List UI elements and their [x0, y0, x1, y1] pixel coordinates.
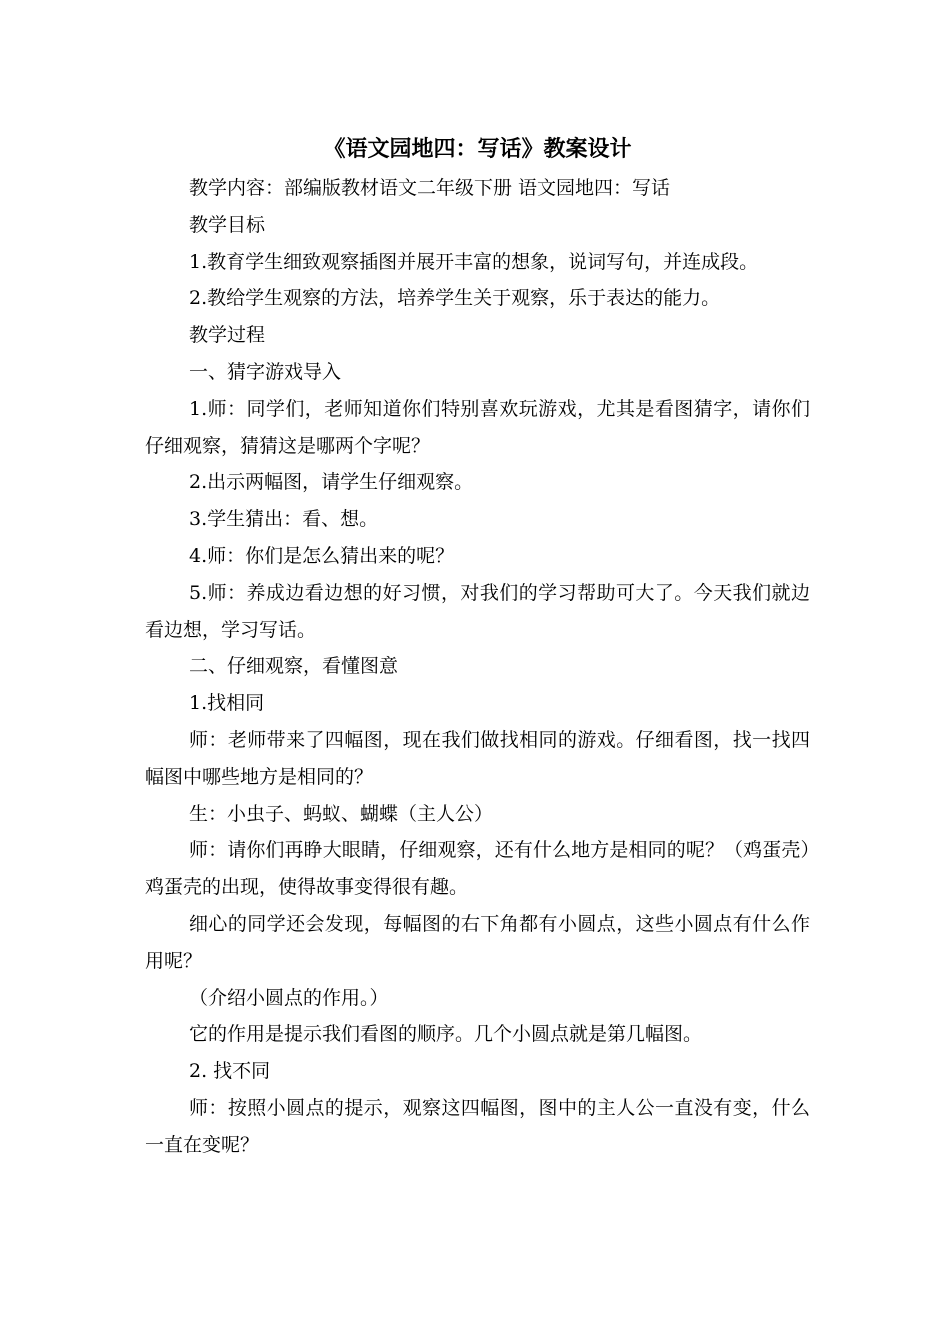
teacher-find-same-paragraph: 师：老师带来了四幅图，现在我们做找相同的游戏。仔细看图，找一找四幅图中哪些地方是相同的？: [145, 728, 810, 788]
dots-explanation-paragraph: 它的作用是提示我们看图的顺序。几个小圆点就是第几幅图。: [189, 1023, 703, 1046]
teaching-process-heading: 教学过程: [189, 324, 266, 347]
dots-intro-paragraph: （介绍小圆点的作用。）: [189, 986, 389, 1009]
step-4-paragraph: 4.师：你们是怎么猜出来的呢？: [189, 544, 455, 567]
step-2-paragraph: 2.出示两幅图，请学生仔细观察。: [189, 471, 474, 494]
student-answer-paragraph: 生：小虫子、蚂蚁、蝴蝶（主人公）: [189, 802, 494, 825]
document-body: [145, 128, 810, 1164]
dots-question-paragraph: 细心的同学还会发现，每幅图的右下角都有小圆点，这些小圆点有什么作用呢？: [145, 912, 810, 972]
teacher-eggshell-paragraph: 师：请你们再睁大眼睛，仔细观察，还有什么地方是相同的呢？（鸡蛋壳）鸡蛋壳的出现，使得故事变得很有趣。: [145, 839, 810, 899]
step-3-paragraph: 3.学生猜出：看、想。: [189, 508, 379, 531]
teaching-content-line: 教学内容：部编版教材语文二年级下册 语文园地四：写话: [189, 177, 671, 199]
section-1-heading: 一、猜字游戏导入: [189, 360, 342, 383]
goal-2-paragraph: 2.教给学生观察的方法，培养学生关于观察，乐于表达的能力。: [189, 287, 721, 310]
step-1-paragraph: 1.师：同学们，老师知道你们特别喜欢玩游戏，尤其是看图猜字，请你们仔细观察，猜猜这是哪两个字呢？: [145, 397, 810, 457]
find-same-heading: 1.找相同: [189, 692, 265, 715]
teacher-find-difference-paragraph: 师：按照小圆点的提示，观察这四幅图，图中的主人公一直没有变，什么一直在变呢？: [145, 1096, 810, 1156]
find-difference-heading: 2. 找不同: [189, 1060, 271, 1083]
goal-1-paragraph: 1.教育学生细致观察插图并展开丰富的想象，说词写句，并连成段。: [189, 250, 759, 273]
teaching-goals-heading: 教学目标: [189, 213, 266, 236]
section-2-heading: 二、仔细观察，看懂图意: [189, 655, 399, 678]
document-title: 《语文园地四：写话》教案设计: [323, 136, 632, 162]
step-5-paragraph: 5.师：养成边看边想的好习惯，对我们的学习帮助可大了。今天我们就边看边想，学习写话。: [145, 581, 810, 641]
